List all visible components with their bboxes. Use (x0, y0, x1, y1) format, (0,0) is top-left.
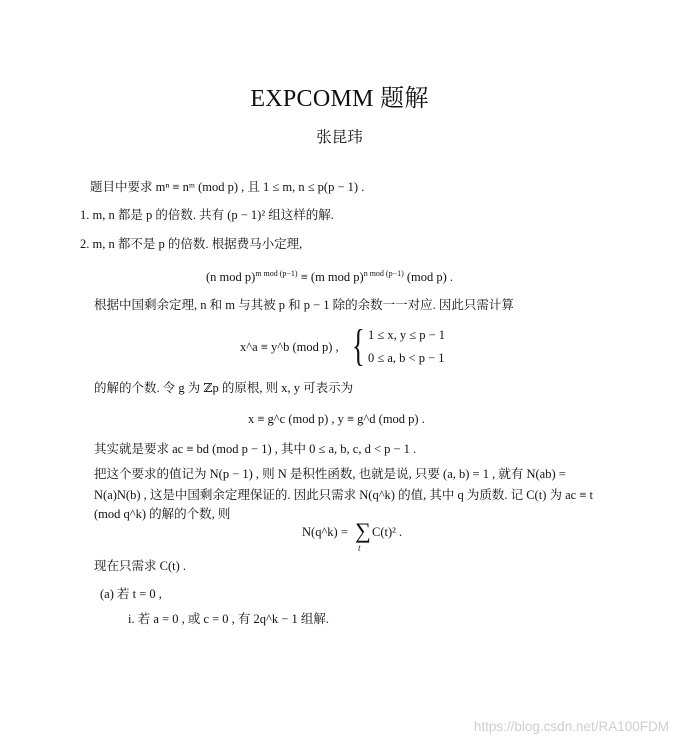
eq1-exp-right: n mod (p−1) (363, 269, 404, 278)
now-text: 现在只需求 C(t) . (94, 559, 187, 573)
equation-fermat (206, 266, 453, 285)
list-item-2: 2. m, n 都不是 p 的倍数. 根据费马小定理, (80, 237, 303, 251)
eq1-tail: (mod p) . (403, 270, 454, 284)
eq1-base-left: (n mod p) (206, 270, 256, 284)
primitive-root-text: 的解的个数. 令 g 为 ℤp 的原根, 则 x, y 可表示为 (94, 381, 354, 395)
list-item-1: 1. m, n 都是 p 的倍数. 共有 (p − 1)² 组这样的解. (80, 208, 334, 222)
equation-representation: x ≡ g^c (mod p) , y ≡ g^d (mod p) . (248, 412, 425, 426)
case-a: (a) 若 t = 0 , (100, 587, 162, 601)
system-line-1: 1 ≤ x, y ≤ p − 1 (368, 328, 446, 342)
case-a-i: i. 若 a = 0 , 或 c = 0 , 有 2q^k − 1 组解. (128, 612, 329, 626)
equation-system (352, 322, 472, 374)
page-title: EXPCOMM 题解 (250, 86, 429, 112)
summation-subscript: t (358, 543, 361, 553)
author: 张昆玮 (316, 129, 363, 146)
intro-text: 题目中要求 mⁿ ≡ nᵐ (mod p) , 且 1 ≤ m, n ≤ p(p − 1) . (90, 180, 365, 194)
paragraph-line-1: 把这个要求的值记为 N(p − 1) , 则 N 是积性函数, 也就是说, 只要 (a, b) = 1 , 就有 N(ab) = (94, 467, 566, 481)
left-brace-icon: { (352, 321, 365, 370)
equation-power: x^a ≡ y^b (mod p) , (240, 340, 339, 354)
summation-icon: ∑ (355, 518, 371, 543)
requirement-text: 其实就是要求 ac ≡ bd (mod p − 1) , 其中 0 ≤ a, b, c, d < p − 1 . (94, 442, 417, 456)
paragraph-line-2: N(a)N(b) , 这是中国剩余定理保证的. 因此只需求 N(q^k) 的值, 其中 q 为质数. 记 C(t) 为 ac ≡ t (94, 488, 593, 502)
eq1-exp-left: m mod (p−1) (255, 269, 298, 278)
eq1-mid: ≡ (m mod p) (297, 270, 364, 284)
system-line-2: 0 ≤ a, b < p − 1 (368, 351, 445, 365)
equation-n-left: N(q^k) = (302, 525, 348, 539)
crt-text: 根据中国剩余定理, n 和 m 与其被 p 和 p − 1 除的余数一一对应. 因此只需计算 (94, 298, 514, 312)
equation-n-right: C(t)² . (372, 525, 403, 539)
watermark: https://blog.csdn.net/RA100FDM (473, 719, 669, 734)
paragraph-line-3: (mod q^k) 的解的个数, 则 (94, 507, 231, 521)
